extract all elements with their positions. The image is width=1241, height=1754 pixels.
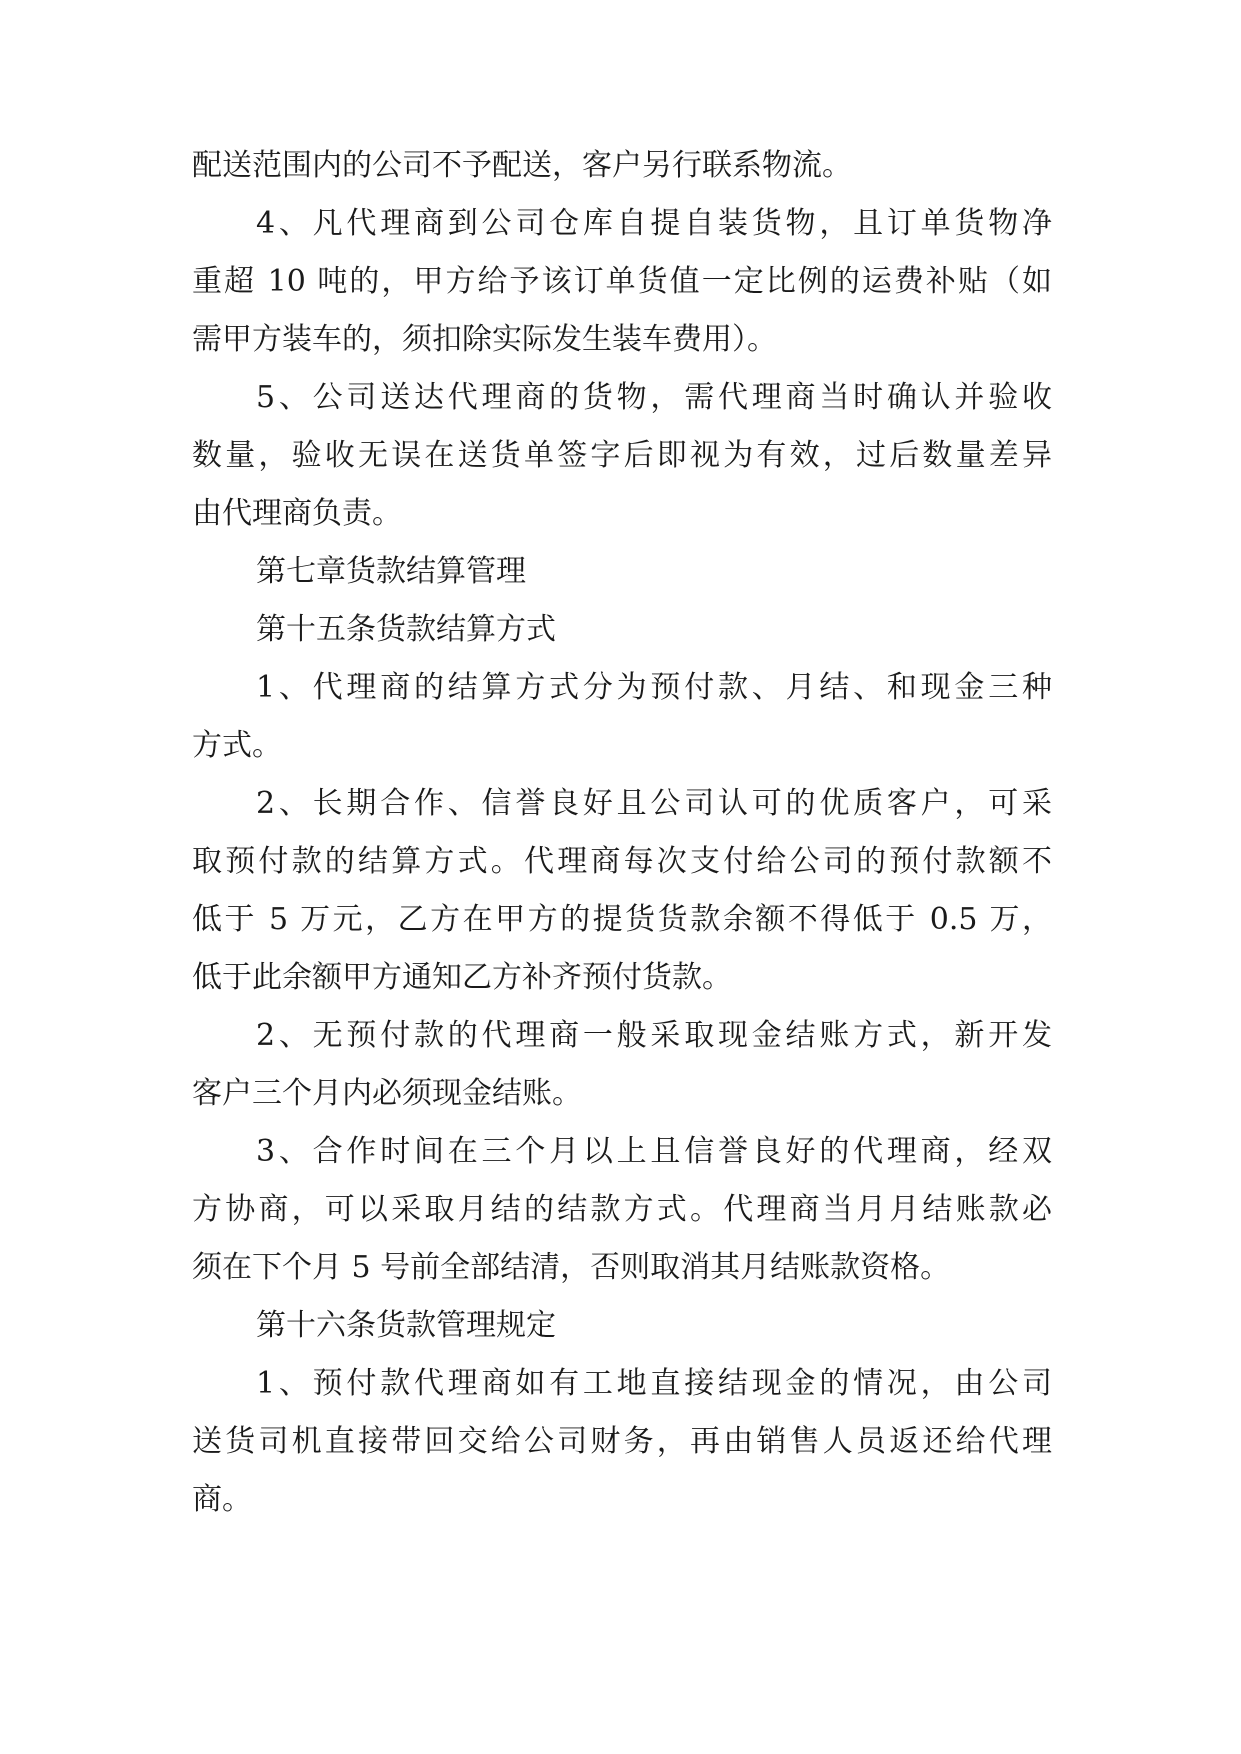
article-heading: 第十五条货款结算方式 [256,612,556,647]
body-text-line: 低于此余额甲方通知乙方补齐预付货款。 [192,960,732,995]
chapter-heading: 第七章货款结算管理 [256,554,526,589]
body-text-line: 由代理商负责。 [192,496,402,531]
paragraph-text-line: 2、无预付款的代理商一般采取现金结账方式，新开发 [256,1018,1052,1053]
body-text-line: 客户三个月内必须现金结账。 [192,1076,582,1111]
paragraph-text-line: 5、公司送达代理商的货物，需代理商当时确认并验收 [256,380,1052,415]
paragraph-text-line: 2、长期合作、信誉良好且公司认可的优质客户，可采 [256,786,1052,821]
body-text-line: 取预付款的结算方式。代理商每次支付给公司的预付款额不 [192,844,1052,879]
body-text-line: 须在下个月 5 号前全部结清，否则取消其月结账款资格。 [192,1250,951,1285]
body-text-line: 送货司机直接带回交给公司财务，再由销售人员返还给代理 [192,1424,1052,1459]
paragraph-text-line: 1、代理商的结算方式分为预付款、月结、和现金三种 [256,670,1052,705]
body-text-line: 方协商，可以采取月结的结款方式。代理商当月月结账款必 [192,1192,1052,1227]
article-heading: 第十六条货款管理规定 [256,1308,556,1343]
body-text-line: 数量，验收无误在送货单签字后即视为有效，过后数量差异 [192,438,1052,473]
body-text-line: 重超 10 吨的，甲方给予该订单货值一定比例的运费补贴（如 [192,264,1052,299]
body-text-line: 商。 [192,1482,252,1517]
body-text-line: 低于 5 万元，乙方在甲方的提货货款余额不得低于 0.5 万， [192,902,1052,937]
paragraph-text-line: 3、合作时间在三个月以上且信誉良好的代理商，经双 [256,1134,1052,1169]
paragraph-text-line: 1、预付款代理商如有工地直接结现金的情况，由公司 [256,1366,1052,1401]
body-text-line: 需甲方装车的，须扣除实际发生装车费用）。 [192,322,777,357]
body-text-line: 配送范围内的公司不予配送，客户另行联系物流。 [192,148,852,183]
paragraph-text-line: 4、凡代理商到公司仓库自提自装货物，且订单货物净 [256,206,1052,241]
body-text-line: 方式。 [192,728,282,763]
